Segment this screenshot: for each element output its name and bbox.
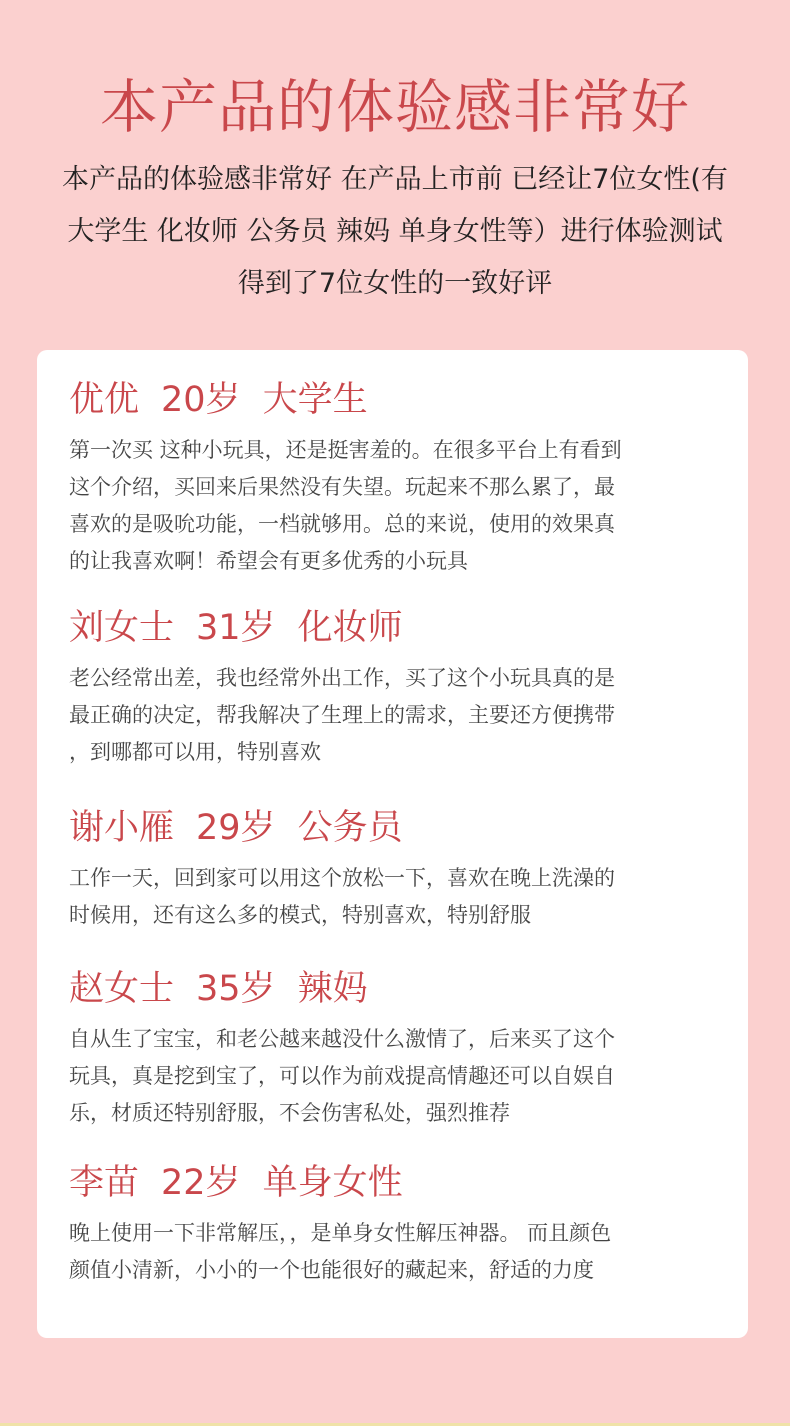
review-line: 最正确的决定，帮我解决了生理上的需求，主要还方便携带 <box>69 703 615 727</box>
review-text <box>69 860 719 934</box>
review-item <box>69 806 719 934</box>
review-line: 工作一天，回到家可以用这个放松一下，喜欢在晚上洗澡的 <box>69 866 615 890</box>
review-text <box>69 1021 719 1132</box>
reviewer-age: 20岁 <box>161 380 241 420</box>
reviewer-occupation: 公务员 <box>297 808 403 848</box>
review-text <box>69 660 719 771</box>
review-text <box>69 432 719 580</box>
review-heading <box>69 806 719 850</box>
review-heading <box>69 378 719 422</box>
intro-paragraph <box>20 154 770 310</box>
review-item <box>69 967 719 1132</box>
reviewer-occupation: 辣妈 <box>297 969 368 1009</box>
review-heading <box>69 967 719 1011</box>
reviews-card <box>37 350 748 1338</box>
review-item <box>69 378 719 580</box>
reviewer-name: 李苗 <box>69 1163 140 1203</box>
reviewer-name: 谢小雁 <box>69 808 175 848</box>
review-line: 喜欢的是吸吮功能，一档就够用。总的来说，使用的效果真 <box>69 512 615 536</box>
reviewer-age: 22岁 <box>161 1163 241 1203</box>
review-text <box>69 1215 719 1289</box>
review-line: 玩具，真是挖到宝了，可以作为前戏提高情趣还可以自娱自 <box>69 1064 615 1088</box>
review-line: 自从生了宝宝，和老公越来越没什么激情了，后来买了这个 <box>69 1027 615 1051</box>
review-line: 的让我喜欢啊！希望会有更多优秀的小玩具 <box>69 549 468 573</box>
reviewer-occupation: 化妆师 <box>297 608 403 648</box>
reviewer-occupation: 大学生 <box>262 380 368 420</box>
review-line: 老公经常出差，我也经常外出工作，买了这个小玩具真的是 <box>69 666 615 690</box>
review-line: 乐，材质还特别舒服，不会伤害私处，强烈推荐 <box>69 1101 510 1125</box>
review-line: 颜值小清新，小小的一个也能很好的藏起来，舒适的力度 <box>69 1258 594 1282</box>
reviewer-occupation: 单身女性 <box>262 1163 403 1203</box>
reviewer-age: 31岁 <box>196 608 276 648</box>
review-line: ，到哪都可以用，特别喜欢 <box>69 740 321 764</box>
intro-line: 得到了7位女性的一致好评 <box>237 268 553 299</box>
intro-line: 本产品的体验感非常好 在产品上市前 已经让7位女性(有 <box>62 164 728 195</box>
reviewer-name: 优优 <box>69 380 140 420</box>
intro-line: 大学生 化妆师 公务员 辣妈 单身女性等）进行体验测试 <box>67 216 723 247</box>
review-heading <box>69 606 719 650</box>
review-line: 这个介绍，买回来后果然没有失望。玩起来不那么累了，最 <box>69 475 615 499</box>
review-line: 晚上使用一下非常解压，，是单身女性解压神器。 而且颜色 <box>69 1221 612 1245</box>
reviewer-name: 刘女士 <box>69 608 175 648</box>
reviewer-age: 35岁 <box>196 969 276 1009</box>
review-item <box>69 606 719 771</box>
page-title: 本产品的体验感非常好 <box>99 73 690 141</box>
review-line: 第一次买 这种小玩具，还是挺害羞的。在很多平台上有看到 <box>69 438 622 462</box>
review-line: 时候用，还有这么多的模式，特别喜欢，特别舒服 <box>69 903 531 927</box>
reviewer-age: 29岁 <box>196 808 276 848</box>
reviewer-name: 赵女士 <box>69 969 175 1009</box>
review-heading <box>69 1161 719 1205</box>
review-item <box>69 1161 719 1289</box>
